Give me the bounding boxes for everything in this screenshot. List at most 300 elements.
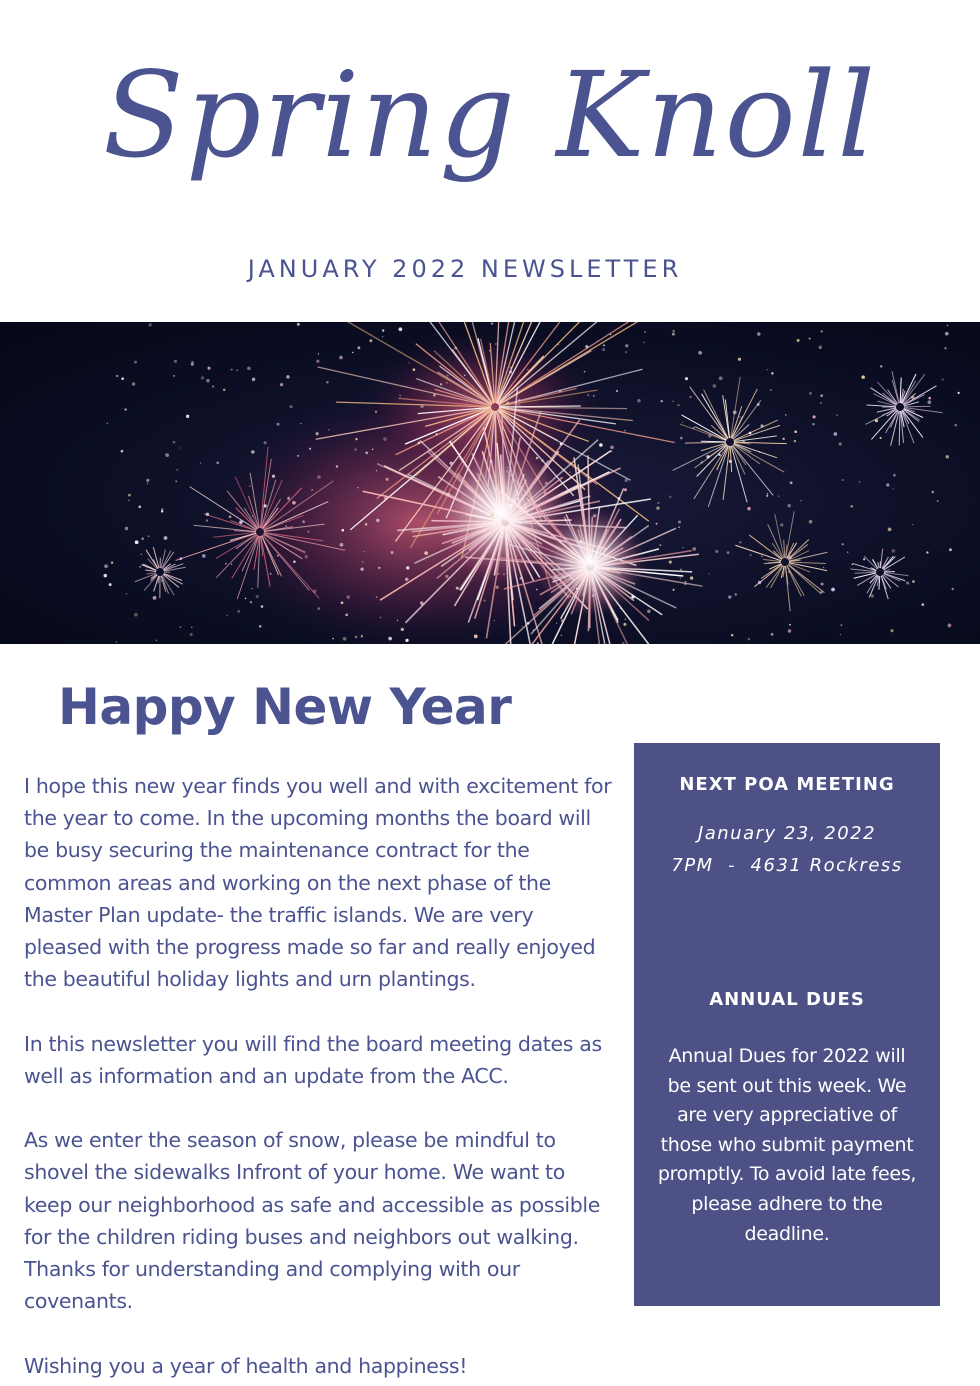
firework-spark (316, 432, 319, 435)
firework-spark (490, 460, 493, 463)
firework-spark (231, 563, 233, 565)
firework-spark (672, 589, 674, 591)
firework-spark (812, 423, 814, 425)
firework-spark (290, 405, 293, 408)
firework-spark (580, 540, 583, 543)
firework-spark (161, 510, 163, 512)
firework-spark (161, 580, 163, 582)
firework-spark (380, 617, 382, 619)
firework-spark (489, 350, 491, 352)
firework-spark (656, 506, 659, 509)
firework-spark (657, 502, 659, 504)
firework-spark (124, 408, 126, 410)
firework-spark (173, 375, 175, 377)
firework-spark (701, 461, 703, 463)
firework-spark (141, 537, 144, 540)
firework-spark (820, 394, 823, 397)
firework-streak (899, 411, 900, 445)
firework-spark (637, 399, 640, 402)
firework-spark (384, 497, 387, 500)
firework-spark (264, 441, 267, 444)
firework-spark (378, 567, 380, 569)
firework-spark (148, 535, 150, 537)
firework-spark (164, 536, 168, 540)
firework-spark (559, 390, 562, 393)
white-core-glow-2 (535, 507, 645, 617)
firework-spark (447, 493, 450, 496)
firework-spark (536, 457, 538, 459)
firework-spark (190, 633, 193, 636)
firework-spark (678, 526, 680, 528)
firework-spark (332, 638, 334, 640)
firework-spark (672, 330, 674, 332)
firework-spark (761, 424, 764, 427)
firework-streak (789, 552, 828, 561)
firework-spark (928, 397, 931, 400)
firework-spark (510, 367, 512, 369)
firework-spark (692, 547, 696, 551)
firework-spark (757, 403, 760, 406)
firework-spark (852, 563, 854, 565)
firework-spark (355, 438, 357, 440)
firework-spark (316, 360, 319, 363)
firework-spark (355, 636, 358, 639)
firework-spark (842, 543, 844, 545)
firework-spark (302, 520, 305, 523)
firework-spark (813, 415, 816, 418)
firework-spark (207, 367, 210, 370)
firework-spark (175, 480, 177, 482)
firework-spark (506, 401, 509, 404)
firework-spark (186, 415, 189, 418)
firework-spark (809, 338, 811, 340)
firework-spark (750, 554, 752, 556)
meeting-info (634, 818, 940, 882)
firework-spark (147, 483, 148, 484)
firework-spark (570, 596, 572, 598)
firework-spark (669, 496, 671, 498)
firework-spark (954, 424, 957, 427)
firework-spark (631, 595, 634, 598)
firework-spark (456, 587, 459, 590)
firework-spark (245, 598, 247, 600)
firework-spark (771, 633, 774, 636)
newsletter-subtitle: JANUARY 2022 NEWSLETTER (247, 255, 683, 283)
firework-spark (413, 368, 416, 371)
firework-spark (625, 618, 627, 620)
firework-spark (165, 453, 169, 457)
firework-streak (685, 442, 726, 443)
firework-spark (570, 573, 574, 577)
firework-spark (191, 627, 192, 628)
firework-spark (821, 330, 823, 332)
firework-spark (491, 322, 494, 325)
firework-spark (104, 564, 108, 568)
firework-spark (454, 347, 457, 350)
firework-spark (748, 638, 751, 641)
firework-spark (311, 489, 313, 491)
firework-spark (945, 332, 949, 336)
firework-spark (912, 524, 913, 525)
firework-spark (685, 377, 688, 380)
firework-spark (297, 455, 299, 457)
firework-spark (554, 576, 557, 579)
firework-spark (623, 623, 626, 626)
firework-spark (134, 361, 137, 364)
article-paragraph: In this newsletter you will find the board meeting dates as well as information and an update from the ACC. (24, 1031, 602, 1088)
firework-spark (536, 589, 538, 591)
firework-spark (921, 603, 924, 606)
firework-spark (569, 471, 571, 473)
firework-spark (558, 344, 560, 346)
firework-spark (352, 352, 354, 354)
firework-spark (690, 576, 693, 579)
firework-streak (789, 562, 826, 563)
firework-spark (949, 548, 952, 551)
firework-spark (132, 382, 135, 385)
firework-spark (153, 596, 157, 600)
firework-spark (719, 454, 721, 456)
firework-spark (585, 345, 588, 348)
firework-spark (503, 573, 505, 575)
firework-burst (850, 549, 908, 599)
firework-spark (309, 448, 311, 450)
firework-streak (854, 573, 876, 578)
firework-spark (231, 369, 233, 371)
firework-spark (672, 333, 675, 336)
firework-spark (420, 601, 424, 605)
firework-spark (770, 389, 771, 390)
firework-spark (861, 375, 865, 379)
firework-spark (317, 607, 320, 610)
firework-spark (624, 430, 625, 431)
firework-spark (424, 551, 428, 555)
firework-spark (733, 411, 737, 415)
firework-spark (888, 528, 892, 532)
firework-spark (715, 550, 718, 553)
firework-spark (788, 571, 790, 573)
firework-spark (391, 551, 394, 554)
firework-spark (450, 462, 453, 465)
firework-spark (790, 481, 793, 484)
firework-spark (560, 442, 563, 445)
firework-spark (766, 369, 768, 371)
firework-spark (839, 442, 842, 445)
article-body (24, 770, 614, 1382)
firework-spark (292, 501, 296, 505)
firework-spark (341, 601, 344, 604)
firework-spark (305, 555, 308, 558)
firework-spark (761, 555, 763, 557)
firework-spark (527, 369, 529, 371)
firework-spark (678, 521, 681, 524)
firework-spark (495, 343, 497, 345)
firework-spark (484, 600, 486, 602)
firework-spark (125, 527, 128, 530)
firework-spark (139, 566, 141, 568)
firework-spark (836, 414, 837, 415)
firework-spark (382, 329, 384, 331)
firework-spark (911, 396, 914, 399)
firework-spark (620, 607, 622, 609)
firework-spark (616, 390, 618, 392)
firework-spark (509, 504, 512, 507)
firework-spark (875, 419, 878, 422)
firework-spark (383, 437, 386, 440)
article-paragraph: As we enter the season of snow, please be mindful to shovel the sidewalks Infront of your home. We want to keep our neighborhood as safe and accessible as possible for the children riding buses and neighbors out walking. Thanks for understanding and complying with our covenants. (24, 1128, 601, 1314)
firework-spark (191, 361, 193, 363)
firework-spark (780, 523, 783, 526)
firework-spark (727, 551, 730, 554)
firework-spark (708, 434, 711, 437)
firework-spark (427, 463, 429, 465)
firework-spark (339, 356, 343, 360)
firework-spark (842, 479, 844, 481)
firework-spark (735, 593, 737, 595)
firework-spark (656, 523, 658, 525)
firework-spark (360, 567, 363, 570)
firework-spark (758, 581, 761, 584)
firework-spark (202, 554, 206, 558)
firework-spark (464, 375, 465, 376)
firework-spark (759, 451, 761, 453)
firework-spark (749, 432, 752, 435)
firework-spark (507, 467, 508, 468)
firework-spark (782, 438, 784, 440)
firework-spark (406, 566, 409, 569)
firework-spark (880, 365, 882, 367)
firework-spark (179, 557, 182, 560)
firework-spark (541, 459, 544, 462)
firework-spark (680, 569, 682, 571)
dues-text: Annual Dues for 2022 will be sent out this week. We are very appreciative of those who submit payment promptly. To avoid late fees, please adhere to the deadline. (657, 1045, 917, 1245)
firework-spark (386, 478, 389, 481)
firework-spark (599, 443, 603, 447)
firework-spark (788, 629, 791, 632)
firework-spark (677, 404, 679, 406)
firework-spark (405, 639, 408, 642)
firework-spark (757, 332, 761, 336)
firework-spark (766, 495, 768, 497)
firework-spark (286, 375, 290, 379)
firework-spark (369, 339, 372, 342)
firework-spark (200, 462, 201, 463)
firework-spark (535, 531, 538, 534)
firework-streak (704, 390, 729, 439)
firework-spark (771, 372, 773, 374)
firework-spark (809, 392, 812, 395)
firework-spark (239, 520, 242, 523)
firework-spark (446, 382, 448, 384)
firework-streak (880, 549, 882, 568)
firework-spark (285, 525, 287, 527)
firework-spark (592, 588, 596, 592)
firework-spark (277, 555, 279, 557)
firework-spark (517, 404, 520, 407)
firework-spark (307, 531, 309, 533)
firework-spark (365, 523, 367, 525)
firework-spark (948, 624, 952, 628)
firework-spark (946, 455, 949, 458)
firework-spark (708, 573, 709, 574)
firework-spark (363, 551, 365, 553)
firework-spark (256, 595, 259, 598)
firework-spark (251, 450, 254, 453)
firework-spark (821, 583, 824, 586)
firework-spark (376, 596, 378, 598)
firework-spark (739, 416, 741, 418)
firework-spark (179, 447, 180, 448)
firework-streak (694, 445, 728, 499)
firework-spark (543, 501, 546, 504)
firework-spark (789, 624, 791, 626)
firework-spark (767, 493, 769, 495)
firework-spark (408, 362, 409, 363)
firework-spark (706, 455, 709, 458)
firework-spark (121, 377, 124, 380)
firework-spark (586, 474, 587, 475)
firework-spark (287, 497, 290, 500)
firework-spark (261, 605, 264, 608)
firework-streak (697, 445, 728, 477)
firework-spark (584, 371, 586, 373)
firework-spark (107, 422, 109, 424)
firework-spark (587, 394, 589, 396)
firework-spark (252, 378, 255, 381)
firework-spark (603, 344, 605, 346)
firework-spark (863, 566, 865, 568)
firework-spark (405, 578, 409, 582)
firework-spark (739, 541, 741, 543)
firework-spark (361, 635, 363, 637)
firework-spark (556, 623, 557, 624)
firework-spark (399, 327, 403, 331)
firework-spark (277, 423, 280, 426)
firework-spark (126, 593, 128, 595)
firework-spark (669, 561, 672, 564)
firework-spark (494, 620, 495, 621)
firework-spark (343, 637, 347, 641)
firework-spark (647, 609, 651, 613)
firework-spark (794, 440, 796, 442)
firework-streak (785, 566, 790, 611)
firework-spark (121, 450, 124, 453)
info-sidebar (634, 743, 940, 1306)
firework-spark (272, 475, 275, 478)
firework-spark (116, 375, 118, 377)
firework-spark (399, 394, 401, 396)
firework-streak (902, 410, 923, 437)
firework-spark (347, 595, 350, 598)
firework-spark (345, 613, 348, 616)
firework-spark (787, 504, 790, 507)
firework-streak (731, 377, 741, 438)
firework-spark (834, 432, 838, 436)
firework-spark (300, 423, 302, 425)
firework-spark (505, 362, 506, 363)
firework-spark (789, 556, 792, 559)
firework-streak (143, 564, 156, 570)
firework-spark (713, 384, 716, 387)
firework-streak (695, 427, 727, 441)
firework-spark (625, 479, 628, 482)
firework-spark (778, 495, 780, 497)
firework-spark (440, 383, 442, 385)
firework-spark (579, 543, 583, 547)
firework-spark (593, 514, 596, 517)
firework-spark (249, 485, 251, 487)
firework-spark (252, 515, 253, 516)
firework-spark (952, 588, 954, 590)
firework-spark (611, 450, 613, 452)
firework-spark (545, 482, 548, 485)
firework-spark (643, 342, 645, 344)
firework-spark (592, 594, 595, 597)
firework-spark (932, 491, 935, 494)
firework-spark (401, 628, 404, 631)
firework-spark (128, 500, 130, 502)
firework-streak (701, 441, 726, 442)
firework-spark (840, 634, 842, 636)
firework-spark (519, 523, 521, 525)
firework-streak (768, 562, 781, 563)
firework-spark (293, 560, 296, 563)
firework-spark (340, 543, 344, 547)
firework-spark (561, 619, 564, 622)
firework-spark (625, 351, 627, 353)
firework-spark (328, 429, 330, 431)
firework-spark (689, 396, 691, 398)
firework-spark (644, 331, 645, 332)
firework-spark (225, 563, 227, 565)
firework-spark (341, 529, 344, 532)
firework-spark (420, 405, 424, 409)
firework-spark (474, 635, 478, 639)
firework-spark (820, 402, 822, 404)
firework-spark (206, 519, 208, 521)
fireworks-banner-image (0, 322, 980, 644)
firework-spark (728, 595, 731, 598)
firework-streak (690, 387, 728, 439)
firework-spark (237, 610, 240, 613)
firework-spark (863, 558, 865, 560)
firework-spark (912, 580, 915, 583)
firework-spark (942, 378, 944, 380)
firework-burst (865, 371, 942, 445)
firework-streak (855, 572, 876, 573)
firework-spark (871, 594, 874, 597)
firework-spark (926, 551, 928, 553)
firework-spark (134, 613, 138, 617)
firework-spark (174, 360, 177, 363)
firework-spark (216, 461, 219, 464)
firework-spark (362, 561, 364, 563)
firework-spark (357, 346, 360, 349)
firework-spark (180, 626, 182, 628)
firework-spark (372, 449, 373, 450)
firework-spark (317, 475, 321, 479)
firework-spark (879, 437, 881, 439)
firework-spark (264, 504, 267, 507)
firework-burst (135, 547, 186, 598)
firework-spark (794, 430, 797, 433)
firework-spark (685, 581, 687, 583)
firework-spark (747, 507, 751, 511)
firework-spark (800, 500, 801, 501)
firework-spark (252, 588, 253, 589)
firework-spark (742, 440, 745, 443)
firework-spark (259, 625, 262, 628)
